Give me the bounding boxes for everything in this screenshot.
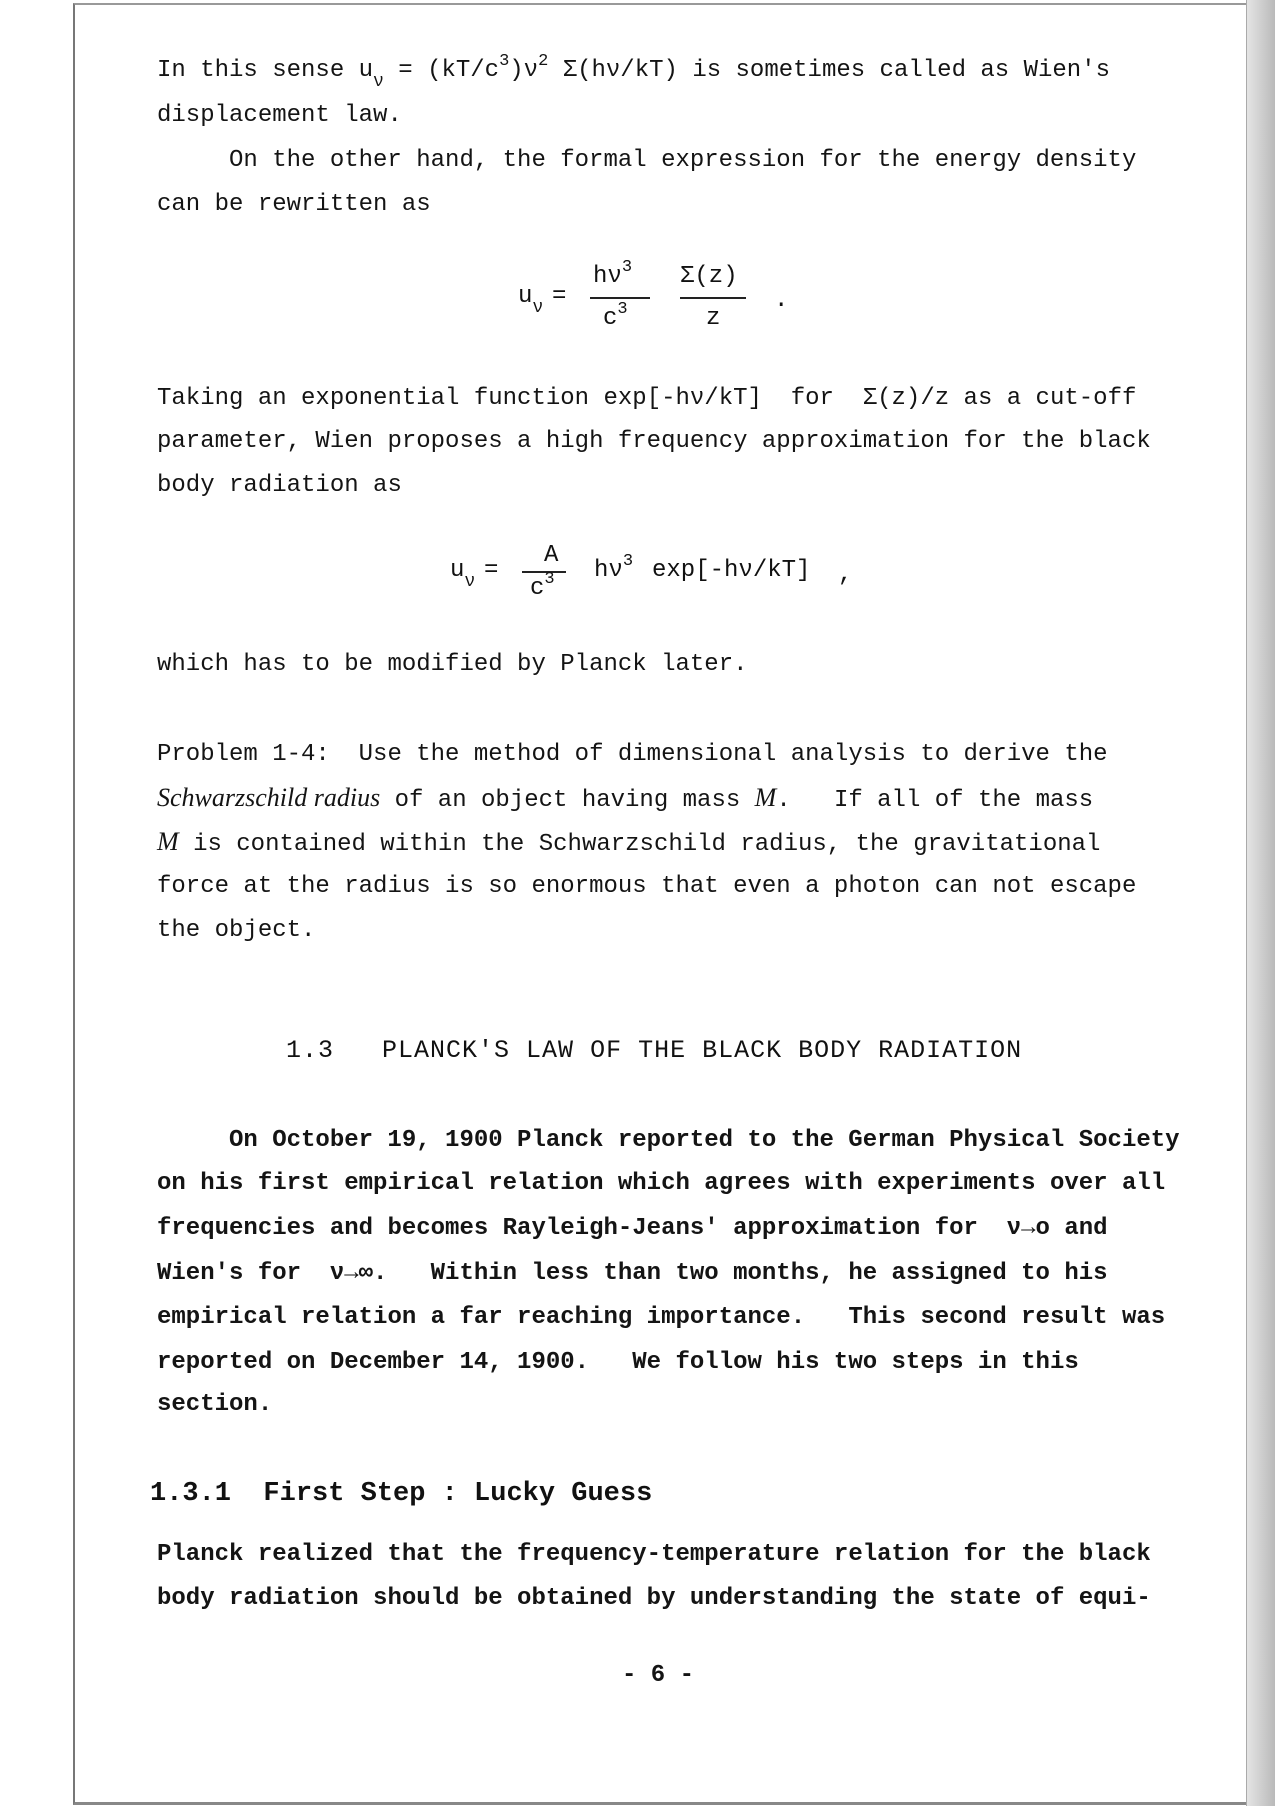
document-page [73, 3, 1246, 1805]
text-line: In this sense $u_\nu = (kT/c^3)\nu^2$ Σ(hν/kT) is sometimes called as Wien's [157, 52, 1110, 92]
text-line: force at the radius is so enormous that even a photon can not escape [157, 873, 1137, 900]
text-line: parameter, Wien proposes a high frequency approximation for the black [157, 428, 1151, 455]
text-line: Problem 1-4: Use the method of dimensional analysis to derive the [157, 741, 1108, 768]
section-heading: 1.3 PLANCK'S LAW OF THE BLACK BODY RADIATION [286, 1036, 1023, 1065]
text-line: M is contained within the Schwarzschild radius, the gravitational [157, 827, 1101, 858]
text-line: On October 19, 1900 Planck reported to the German Physical Society [229, 1127, 1180, 1154]
text-line: the object. [157, 917, 316, 944]
text-line: reported on December 14, 1900. We follow his two steps in this [157, 1349, 1079, 1376]
text-line: body radiation as [157, 472, 402, 499]
text-line: Schwarzschild radius of an object having mass M. If all of the mass [157, 783, 1094, 814]
scrollbar[interactable] [1246, 0, 1275, 1806]
text-line: displacement law. [157, 102, 402, 129]
text-line: Planck realized that the frequency-temperature relation for the black [157, 1541, 1151, 1568]
text-line: body radiation should be obtained by understanding the state of equi- [157, 1585, 1151, 1612]
text-line: frequencies and becomes Rayleigh-Jeans' approximation for ν→o and [157, 1215, 1108, 1242]
text-line: Taking an exponential function exp[-hν/kT] for Σ(z)/z as a cut-off [157, 385, 1137, 412]
text-line: Wien's for ν→∞. Within less than two months, he assigned to his [157, 1260, 1108, 1287]
subsection-heading: 1.3.1 First Step : Lucky Guess [150, 1479, 653, 1509]
page-number: - 6 - [622, 1662, 695, 1689]
text-line: which has to be modified by Planck later. [157, 651, 748, 678]
text-line: empirical relation a far reaching importance. This second result was [157, 1304, 1166, 1331]
text-line: on his first empirical relation which agrees with experiments over all [157, 1170, 1166, 1197]
text-line: section. [157, 1391, 273, 1418]
text-line: On the other hand, the formal expression for the energy density [229, 147, 1137, 174]
text-line: can be rewritten as [157, 191, 431, 218]
